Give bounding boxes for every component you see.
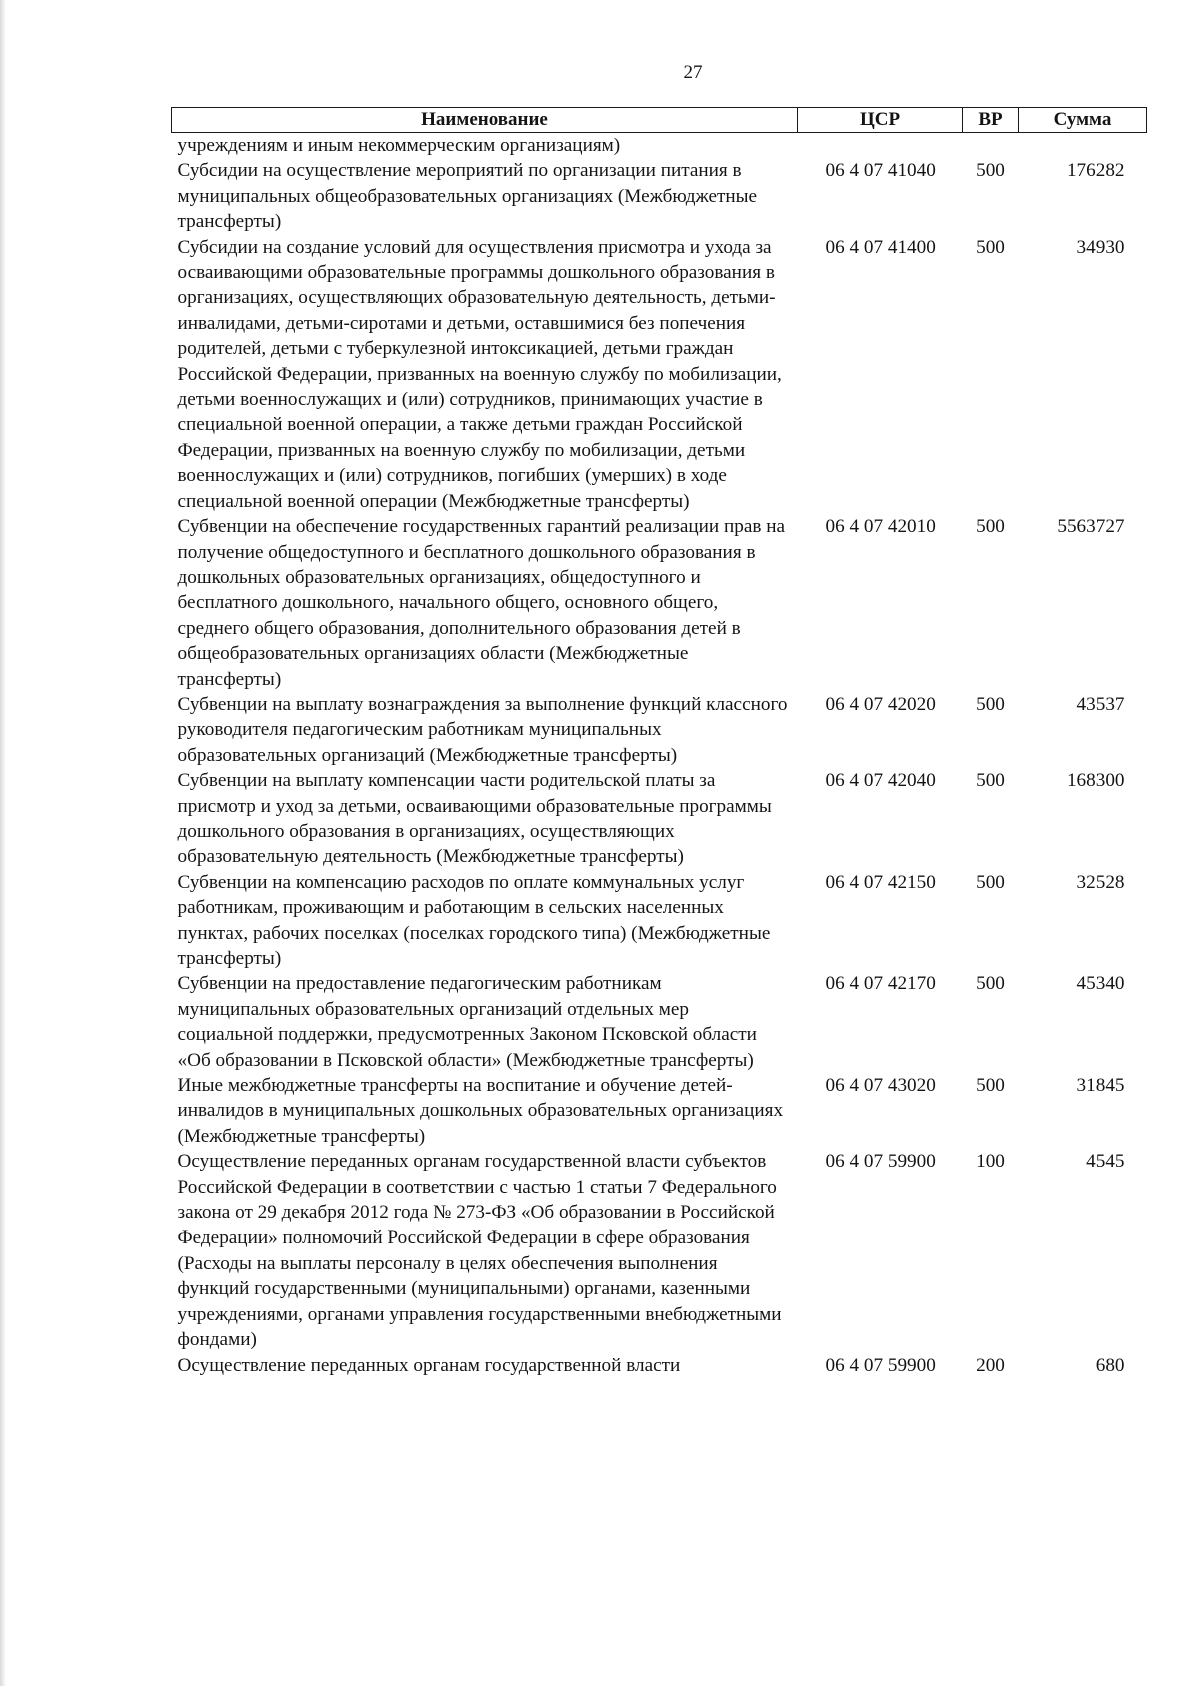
budget-table xyxy=(171,107,1147,1378)
row-sum: 32528 xyxy=(1076,871,1125,893)
row-csr: 06 4 07 42020 xyxy=(825,693,936,715)
table-header-row xyxy=(172,108,1147,133)
row-vr: 500 xyxy=(976,236,1005,258)
scan-edge xyxy=(0,0,6,1686)
row-sum: 176282 xyxy=(1066,160,1125,182)
row-sum: 4545 xyxy=(1086,1151,1125,1173)
row-sum xyxy=(1019,133,1147,159)
row-csr: 06 4 07 42150 xyxy=(825,871,936,893)
row-sum: 34930 xyxy=(1076,236,1125,258)
row-csr: 06 4 07 41400 xyxy=(825,236,936,258)
row-csr: 06 4 07 41040 xyxy=(825,160,936,182)
row-name: Субвенции на компенсацию расходов по оплате коммунальных услуг работникам, проживающим и работающим в сельских населенных пунктах, рабочих поселках (поселках городского типа) (Межбюджетные трансферты) xyxy=(177,871,771,969)
table-row xyxy=(172,692,1147,768)
header-name: Наименование xyxy=(172,108,798,133)
table-row xyxy=(172,514,1147,692)
table-row xyxy=(172,768,1147,870)
row-name: Субсидии на осуществление мероприятий по организации питания в муниципальных общеобразовательных организациях (Межбюджетные трансферты) xyxy=(177,160,758,233)
row-vr: 500 xyxy=(976,693,1005,715)
header-csr: ЦСР xyxy=(798,108,963,133)
row-name: учреждениям и иным некоммерческим организациям) xyxy=(177,135,621,156)
row-vr: 500 xyxy=(976,770,1005,792)
row-sum: 168300 xyxy=(1066,770,1125,792)
table-row xyxy=(172,870,1147,972)
row-name: Иные межбюджетные трансферты на воспитание и обучение детей-инвалидов в муниципальных дошкольных образовательных организациях (Межбюджетные трансферты) xyxy=(177,1075,784,1147)
row-vr: 100 xyxy=(976,1151,1005,1173)
row-name: Субсидии на создание условий для осуществления присмотра и ухода за осваивающими образовательные программы дошкольного образования в организациях, осуществляющих образовательную деятельность, детьми-инвалидами, детьми-сиротами и детьми, оставшимися без попечения родителей, детьми с туберкулезной интоксикацией, детьми граждан Российской Федерации, призванных на военную службу по мобилизации, детьми военнослужащих и (или) сотрудников, принимающих участие в специальной военной операции, а также детьми граждан Российской Федерации, призванных на военную службу по мобилизации, детьми военнослужащих и (или) сотрудников, погибших (умерших) в ходе специальной военной операции (Межбюджетные трансферты) xyxy=(177,236,782,512)
table-row xyxy=(172,971,1147,1073)
row-csr: 06 4 07 42170 xyxy=(825,973,936,995)
table-row xyxy=(172,1149,1147,1352)
row-csr xyxy=(798,133,963,159)
row-sum: 45340 xyxy=(1076,973,1125,995)
row-sum: 5563727 xyxy=(1057,516,1125,538)
row-vr: 200 xyxy=(976,1354,1005,1376)
row-name: Осуществление переданных органам государственной власти субъектов Российской Федерации в соответствии с частью 1 статьи 7 Федерального закона от 29 декабря 2012 года № 273-ФЗ «Об образовании в Российской Федерации» полномочий Российской Федерации в сфере образования (Расходы на выплаты персоналу в целях обеспечения выполнения функций государственными (муниципальными) органами, казенными учреждениями, органами управления государственными внебюджетными фондами) xyxy=(177,1151,782,1351)
row-name: Осуществление переданных органам государственной власти xyxy=(177,1354,681,1376)
row-csr: 06 4 07 43020 xyxy=(825,1075,936,1097)
row-sum: 31845 xyxy=(1076,1075,1125,1097)
row-name: Субвенции на обеспечение государственных гарантий реализации прав на получение общедоступного и бесплатного дошкольного образования в дошкольных образовательных организациях, общедоступного и бесплатного дошкольного, начального общего, основного общего, среднего общего образования, дополнительного образования детей в общеобразовательных организациях области (Межбюджетные трансферты) xyxy=(177,516,786,690)
table-row xyxy=(172,1073,1147,1149)
table-row xyxy=(172,235,1147,514)
row-vr: 500 xyxy=(976,1075,1005,1097)
row-vr xyxy=(963,133,1019,159)
row-name: Субвенции на выплату компенсации части родительской платы за присмотр и уход за детьми, осваивающими образовательные программы дошкольного образования в организациях, осуществляющих образовательную деятельность (Межбюджетные трансферты) xyxy=(177,770,772,868)
row-csr: 06 4 07 42010 xyxy=(825,516,936,538)
row-vr: 500 xyxy=(976,973,1005,995)
row-vr: 500 xyxy=(976,516,1005,538)
page-number: 27 xyxy=(683,62,703,83)
table-row xyxy=(172,133,1147,159)
row-name: Субвенции на выплату вознаграждения за выполнение функций классного руководителя педагогическим работникам муниципальных образовательных организаций (Межбюджетные трансферты) xyxy=(177,693,788,766)
row-csr: 06 4 07 59900 xyxy=(825,1354,936,1376)
row-vr: 500 xyxy=(976,160,1005,182)
row-sum: 43537 xyxy=(1076,693,1125,715)
row-vr: 500 xyxy=(976,871,1005,893)
row-sum: 680 xyxy=(1095,1354,1125,1376)
row-csr: 06 4 07 42040 xyxy=(825,770,936,792)
header-vr: ВР xyxy=(963,108,1019,133)
row-csr: 06 4 07 59900 xyxy=(825,1151,936,1173)
table-row xyxy=(172,158,1147,234)
table-row xyxy=(172,1353,1147,1378)
row-name: Субвенции на предоставление педагогическим работникам муниципальных образовательных организаций отдельных мер социальной поддержки, предусмотренных Законом Псковской области «Об образовании в Псковской области» (Межбюджетные трансферты) xyxy=(177,973,757,1071)
header-sum: Сумма xyxy=(1019,108,1147,133)
